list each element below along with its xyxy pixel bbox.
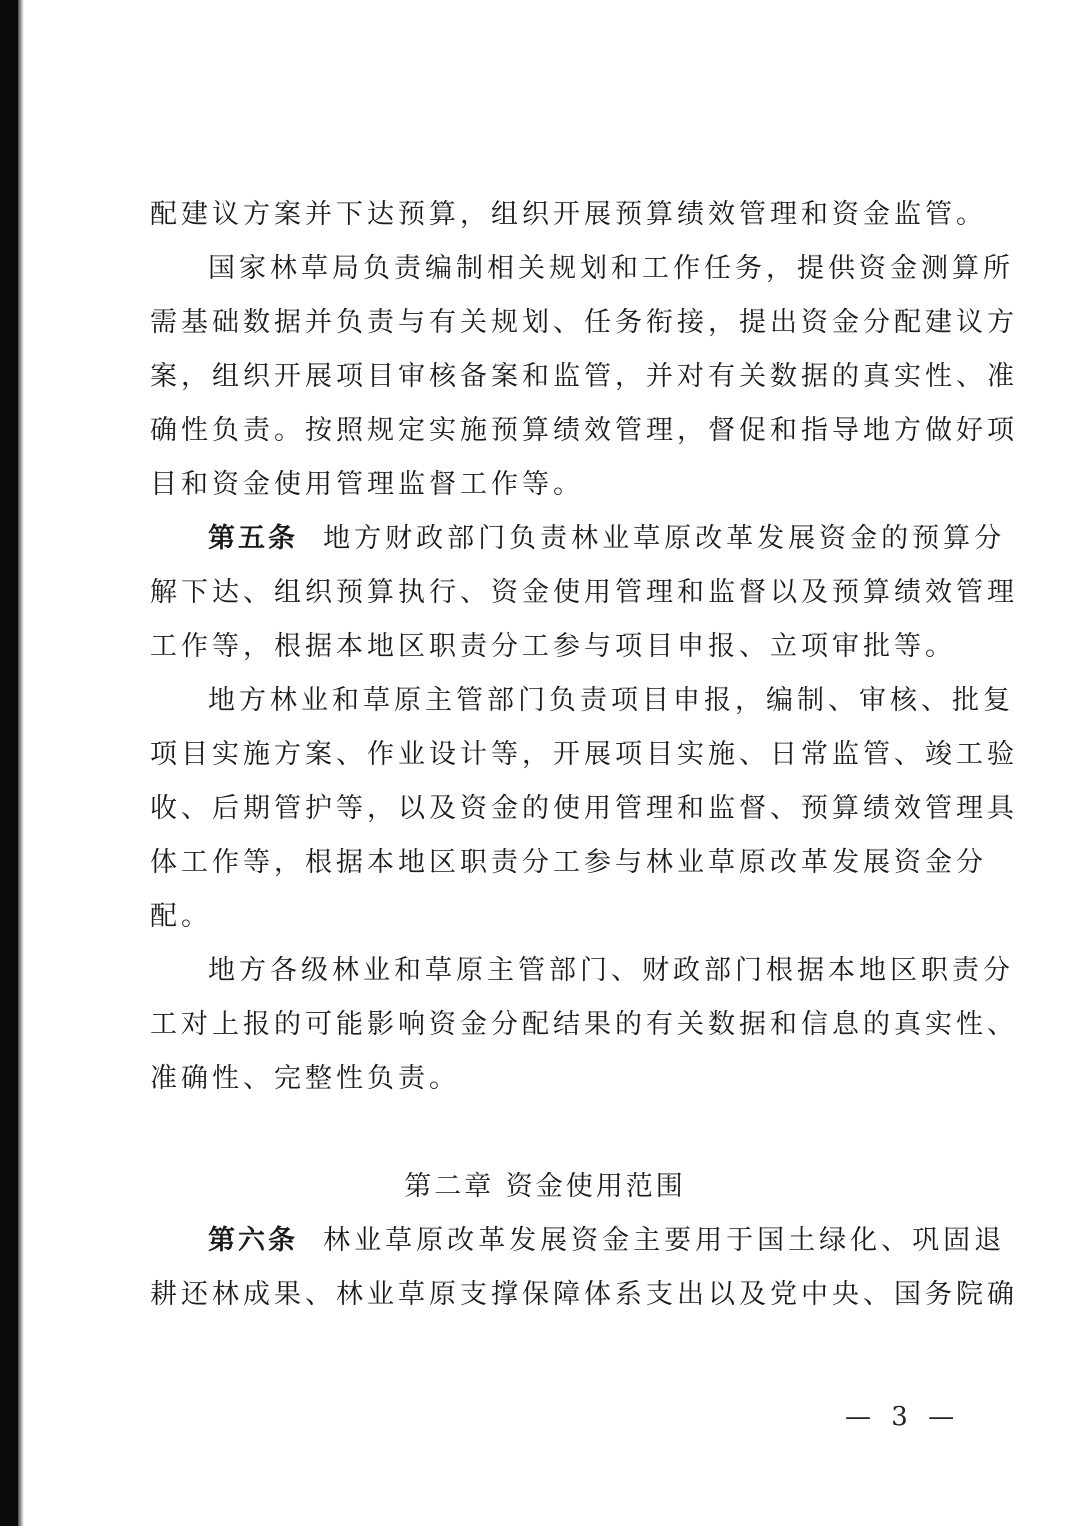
paragraph-line: 准确性、完整性负责。 bbox=[150, 1063, 460, 1094]
document-body bbox=[150, 188, 1018, 1322]
article-6-first-line bbox=[150, 1214, 1006, 1268]
paragraph-line: 解下达、组织预算执行、资金使用管理和监督以及预算绩效管理 bbox=[150, 577, 1018, 608]
scan-edge-fade bbox=[18, 0, 24, 1526]
paragraph-line: 需基础数据并负责与有关规划、任务衔接，提出资金分配建议方 bbox=[150, 307, 1018, 338]
paragraph-line: 确性负责。按照规定实施预算绩效管理，督促和指导地方做好项 bbox=[150, 415, 1018, 446]
scan-edge-shadow bbox=[0, 0, 18, 1526]
paragraph-line: 配建议方案并下达预算，组织开展预算绩效管理和资金监管。 bbox=[150, 199, 987, 230]
article-6-heading: 第六条 bbox=[208, 1225, 298, 1256]
paragraph-line: 项目实施方案、作业设计等，开展项目实施、日常监管、竣工验 bbox=[150, 739, 1018, 770]
paragraph-line: 国家林草局负责编制相关规划和工作任务，提供资金测算所 bbox=[208, 253, 1014, 284]
paragraph-line: 目和资金使用管理监督工作等。 bbox=[150, 469, 584, 500]
paragraph-line: 收、后期管护等，以及资金的使用管理和监督、预算绩效管理具 bbox=[150, 793, 1018, 824]
paragraph-line: 耕还林成果、林业草原支撑保障体系支出以及党中央、国务院确 bbox=[150, 1279, 1018, 1310]
paragraph-line: 地方林业和草原主管部门负责项目申报，编制、审核、批复 bbox=[208, 685, 1014, 716]
paragraph-line: 地方各级林业和草原主管部门、财政部门根据本地区职责分 bbox=[208, 955, 1014, 986]
paragraph-line: 地方财政部门负责林业草原改革发展资金的预算分 bbox=[323, 523, 1006, 554]
paragraph-line: 工对上报的可能影响资金分配结果的有关数据和信息的真实性、 bbox=[150, 1009, 1018, 1040]
article-5-first-line bbox=[150, 512, 1006, 566]
article-5-text bbox=[298, 523, 1005, 554]
paragraph-line: 工作等，根据本地区职责分工参与项目申报、立项审批等。 bbox=[150, 631, 956, 662]
paragraph-line: 林业草原改革发展资金主要用于国土绿化、巩固退 bbox=[323, 1225, 1006, 1256]
paragraph-line: 案，组织开展项目审核备案和监管，并对有关数据的真实性、准 bbox=[150, 361, 1018, 392]
chapter-title: 第二章 资金使用范围 bbox=[404, 1171, 686, 1202]
article-5-heading: 第五条 bbox=[208, 523, 298, 554]
paragraph-line: 配。 bbox=[150, 901, 212, 932]
section-spacer bbox=[150, 1106, 940, 1160]
page-number: — 3 — bbox=[845, 1402, 961, 1432]
paragraph-line: 体工作等，根据本地区职责分工参与林业草原改革发展资金分 bbox=[150, 847, 987, 878]
article-6-text bbox=[298, 1225, 1005, 1256]
